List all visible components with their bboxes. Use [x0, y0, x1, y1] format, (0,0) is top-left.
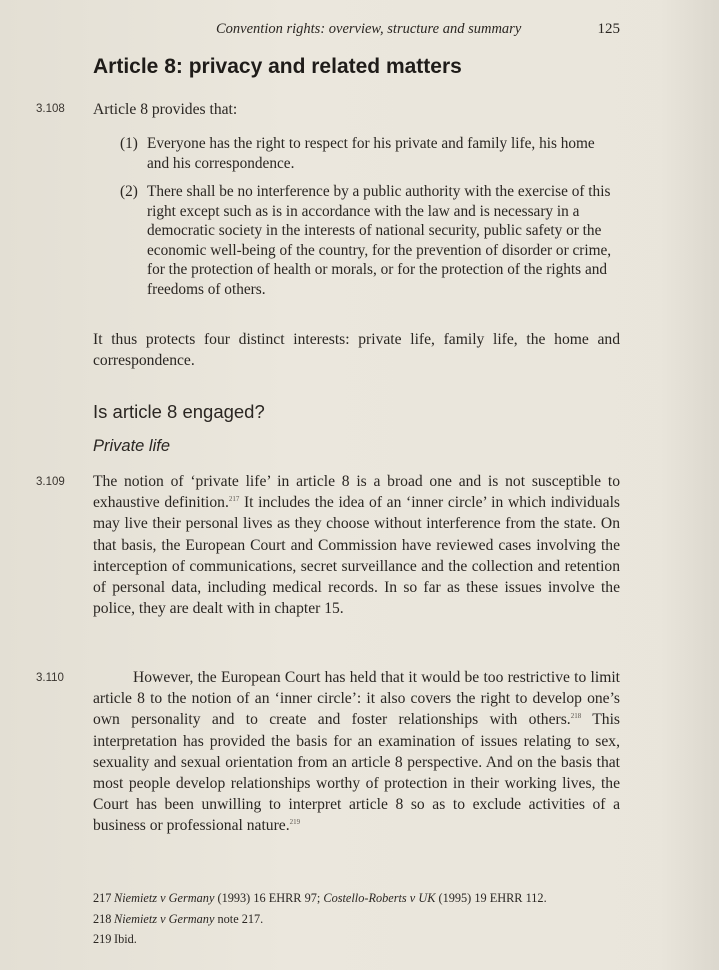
paragraph-3-110-text-b: This interpretation has provided the basis for an examination of issues relating to sex, sexuality and sexual orientation from an article 8 perspective. And on the basis that most people develop relationships worthy of protection in their working lives, the Court has been unwilling to interpret article 8 so as to exclude activities of a business or professional nature. [93, 711, 620, 835]
case-name: Costello-Roberts v UK [323, 891, 436, 905]
paragraph-number-3-108: 3.108 [36, 103, 65, 115]
page-edge-shadow [659, 0, 719, 970]
quote-1-number: (1) [120, 135, 138, 152]
footnote-218 [93, 911, 613, 929]
footnote-ref-219[interactable]: 219 [289, 818, 301, 827]
page-number: 125 [597, 21, 620, 37]
footnote-ref-218[interactable]: 218 [570, 712, 582, 721]
subheading-article-8-engaged: Is article 8 engaged? [93, 401, 265, 422]
quote-1-text: Everyone has the right to respect for his private and family life, his home and his correspondence. [147, 135, 595, 172]
paragraph-3-108-conclusion: It thus protects four distinct interests: private life, family life, the home and correspondence. [93, 331, 620, 370]
paragraph-3-109 [93, 471, 620, 619]
footnote-ref-217[interactable]: 217 [228, 495, 240, 504]
footnotes [93, 890, 613, 949]
quote-2-number: (2) [120, 183, 138, 200]
footnote-number: 218 [93, 911, 112, 926]
section-heading: Article 8: privacy and related matters [93, 55, 462, 78]
paragraph-number-3-109: 3.109 [36, 476, 65, 488]
citation: (1993) 16 EHRR 97; [214, 891, 324, 905]
footnote-219 [93, 931, 613, 949]
paragraph-number-3-110: 3.110 [36, 672, 64, 684]
paragraph-3-110 [93, 667, 620, 837]
case-name: Niemietz v Germany [114, 891, 215, 905]
case-name: Niemietz v Germany [114, 911, 215, 926]
paragraph-3-110-text-a: However, the European Court has held that it would be too restrictive to limit article 8 to the notion of an ‘inner circle’: it also covers the right to develop one’s own personality and to create and foster relationships with others. [93, 669, 620, 729]
quote-2-text: There shall be no interference by a public authority with the exercise of this right except such as is in accordance with the law and is necessary in a democratic society in the interests of national security, public safety or the economic well-being of the country, for the prevention of disorder or crime, for the protection of health or morals, or for the protection of the rights and freedoms of others. [147, 183, 612, 298]
footnote-217 [93, 890, 613, 908]
citation: Ibid. [114, 932, 137, 946]
article-quote-1 [120, 134, 620, 173]
subheading-private-life: Private life [93, 437, 171, 455]
running-head [216, 21, 620, 38]
paragraph-3-109-text-a: The notion of ‘private life’ in article 8 is a broad one and is not susceptible to exhaustive definition. [93, 473, 620, 512]
running-head-title: Convention rights: overview, structure and summary [216, 21, 522, 37]
paragraph-3-108-intro: Article 8 provides that: [93, 101, 238, 118]
article-quote-2 [120, 182, 620, 299]
footnote-number: 217 [93, 891, 112, 905]
paragraph-3-109-text-b: It includes the idea of an ‘inner circle’ in which individuals may live their personal lives as they choose without interference from the state. On that basis, the European Court and Commission have reviewed cases involving the interception of communications, secret surveillance and the collection and retention of personal data, including medical records. In so far as these issues involve the police, they are dealt with in chapter 15. [93, 494, 620, 618]
citation: note 217. [214, 911, 264, 926]
footnote-number: 219 [93, 932, 112, 946]
citation: (1995) 19 EHRR 112. [435, 891, 547, 905]
